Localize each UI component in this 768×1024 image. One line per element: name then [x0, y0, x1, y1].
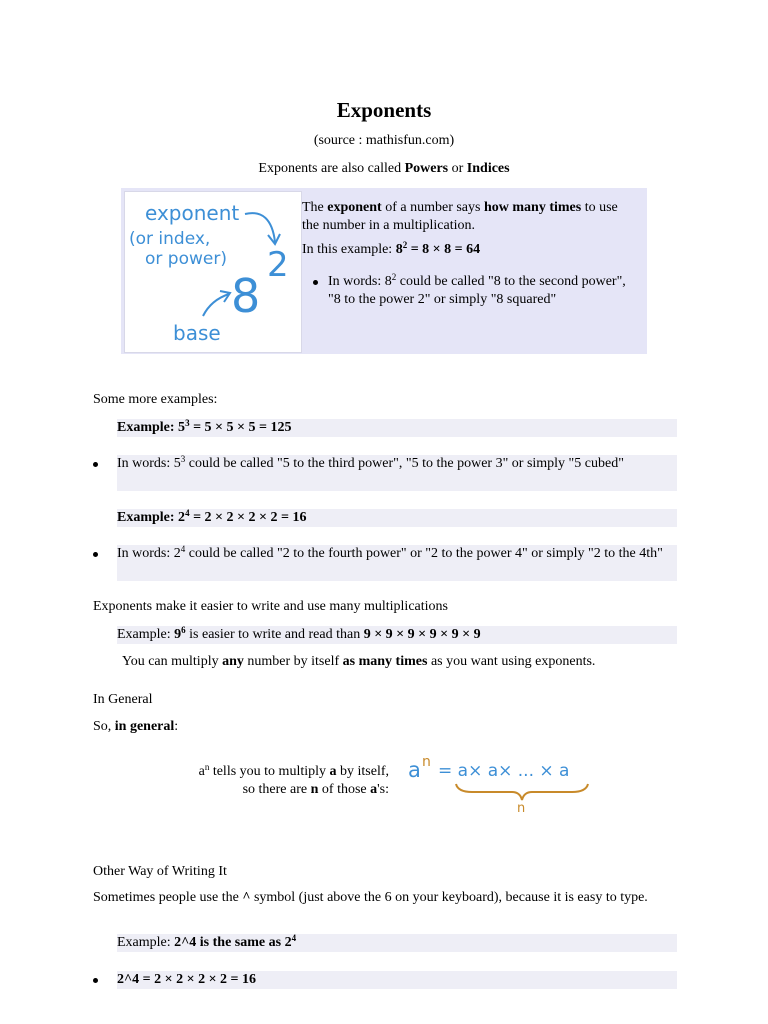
formula-rhs: = a× a× ... × a	[438, 761, 570, 781]
general-b: tells you to multiply	[209, 764, 330, 779]
intro-p2-expr	[396, 242, 480, 257]
multiply-c: as you want using exponents.	[427, 654, 596, 669]
subtitle-or: or	[448, 161, 467, 176]
multiply-any: any	[222, 654, 244, 669]
so-general-a: So,	[93, 719, 115, 734]
or-index-label: (or index,	[129, 229, 211, 249]
general-a-bold: a	[329, 764, 337, 779]
last-bullet-row	[117, 971, 677, 989]
example-2-label: Example: 2	[117, 510, 186, 525]
other-way-heading: Other Way of Writing It	[93, 864, 227, 879]
general-line2-a: so there are	[242, 782, 311, 797]
caret-symbol: ^	[242, 890, 251, 905]
in-general-heading: In General	[93, 692, 153, 707]
formula-illustration	[404, 752, 600, 814]
general-n-bold: n	[310, 782, 319, 797]
words-2-b: could be called "2 to the fourth power" or "2 to the power 4" or simply "2 to the 4th"	[185, 546, 663, 561]
words-1-bullet	[93, 462, 98, 467]
example-4-row	[117, 934, 677, 952]
words-2-row	[117, 545, 677, 581]
intro-p2-base: 8	[395, 242, 403, 257]
subtitle-powers: Powers	[404, 161, 449, 176]
intro-paragraph-2	[302, 241, 637, 259]
intro-p2-rest: = 8 × 8 = 64	[407, 242, 481, 257]
exponent-diagram	[125, 192, 301, 352]
intro-p1-c: to use the number in a multiplication.	[302, 200, 618, 233]
subtitle-prefix: Exponents are also called	[258, 161, 405, 176]
example-2-row	[117, 509, 677, 527]
words-2-a: In words: 2	[117, 546, 181, 561]
formula-brace	[456, 784, 588, 800]
base-label: base	[173, 321, 221, 345]
exponent-label: exponent	[145, 201, 240, 225]
intro-paragraph-1	[302, 199, 637, 235]
formula-brace-label: n	[517, 801, 526, 814]
caret-text	[93, 889, 683, 907]
example-1-row	[117, 419, 677, 437]
source-note: (source : mathisfun.com)	[313, 133, 455, 148]
example-1-text	[117, 420, 291, 435]
intro-bullet-a: In words: 8	[328, 274, 392, 289]
easier-text: Exponents make it easier to write and use many multiplications	[93, 599, 448, 614]
exponent-number: 2	[267, 245, 289, 285]
subtitle	[0, 160, 768, 178]
example-2-text	[117, 510, 306, 525]
example-4-sup: 4	[291, 933, 297, 943]
base-arrow	[203, 294, 229, 316]
example-1-rest: = 5 × 5 × 5 = 125	[189, 420, 292, 435]
words-2-sup: 4	[180, 544, 186, 554]
general-sup: n	[204, 762, 210, 772]
words-1-sup: 3	[180, 454, 186, 464]
intro-bullet-b: could be called "8 to the second power", "8 to the power 2" or simply "8 squared"	[328, 274, 626, 307]
general-c: by itself,	[336, 764, 389, 779]
exponent-illustration	[124, 191, 302, 353]
general-a: a	[198, 764, 205, 779]
multiply-b: number by itself	[243, 654, 343, 669]
general-line2-b: of those	[318, 782, 371, 797]
general-line2-c: 's:	[377, 782, 389, 797]
intro-p1-a: The	[302, 200, 328, 215]
example-2-rest: = 2 × 2 × 2 × 2 = 16	[189, 510, 307, 525]
general-a-bold-2: a	[370, 782, 378, 797]
intro-p1-how-many: how many times	[483, 200, 582, 215]
page-title: Exponents	[336, 98, 432, 122]
example-3-row	[117, 626, 677, 644]
caret-a: Sometimes people use the	[93, 890, 243, 905]
last-bullet-text: 2^4 = 2 × 2 × 2 × 2 = 16	[117, 972, 257, 987]
example-4-b	[174, 935, 296, 950]
intro-text	[302, 199, 637, 309]
example-3-c: 9 × 9 × 9 × 9 × 9 × 9	[363, 627, 481, 642]
example-3-sup: 6	[181, 625, 186, 635]
intro-p1-exponent: exponent	[327, 200, 382, 215]
general-line-1	[150, 763, 389, 781]
example-4-text: 2^4 is the same as 2	[174, 935, 292, 950]
example-3-a: Example:	[117, 627, 175, 642]
general-explanation	[150, 763, 389, 799]
multiply-a: You can multiply	[122, 654, 223, 669]
so-general-text	[93, 718, 178, 736]
words-2-bullet	[93, 552, 98, 557]
so-general-b: in general	[114, 719, 175, 734]
example-3-b: is easier to write and read than	[185, 627, 364, 642]
formula-n: n	[422, 754, 431, 770]
words-1-a: In words: 5	[117, 456, 181, 471]
multiply-text	[122, 653, 595, 671]
so-general-c: :	[174, 719, 179, 734]
intro-p2-a: In this example:	[302, 242, 396, 257]
example-3-base: 9	[174, 627, 182, 642]
intro-p1-b: of a number says	[381, 200, 484, 215]
example-3-power	[174, 627, 186, 642]
general-line-2	[150, 781, 389, 799]
more-examples-label: Some more examples:	[93, 392, 218, 407]
words-1-b: could be called "5 to the third power", "5 to the power 3" or simply "5 cubed"	[185, 456, 624, 471]
example-1-sup: 3	[185, 418, 190, 428]
last-bullet-dot	[93, 978, 98, 983]
caret-b: symbol (just above the 6 on your keyboard), because it is easy to type.	[250, 890, 648, 905]
example-2-sup: 4	[185, 508, 190, 518]
base-number: 8	[231, 269, 261, 323]
example-1-label: Example: 5	[117, 420, 186, 435]
multiply-as-many: as many times	[342, 654, 428, 669]
or-power-label: or power)	[145, 249, 227, 269]
words-1-row	[117, 455, 677, 491]
example-4-a: Example:	[117, 935, 175, 950]
formula-diagram	[404, 752, 600, 814]
intro-p2-sup: 2	[402, 240, 408, 250]
intro-bullet	[308, 273, 628, 309]
intro-bullet-sup: 2	[391, 272, 397, 282]
formula-a: a	[408, 758, 421, 782]
subtitle-indices: Indices	[466, 161, 510, 176]
